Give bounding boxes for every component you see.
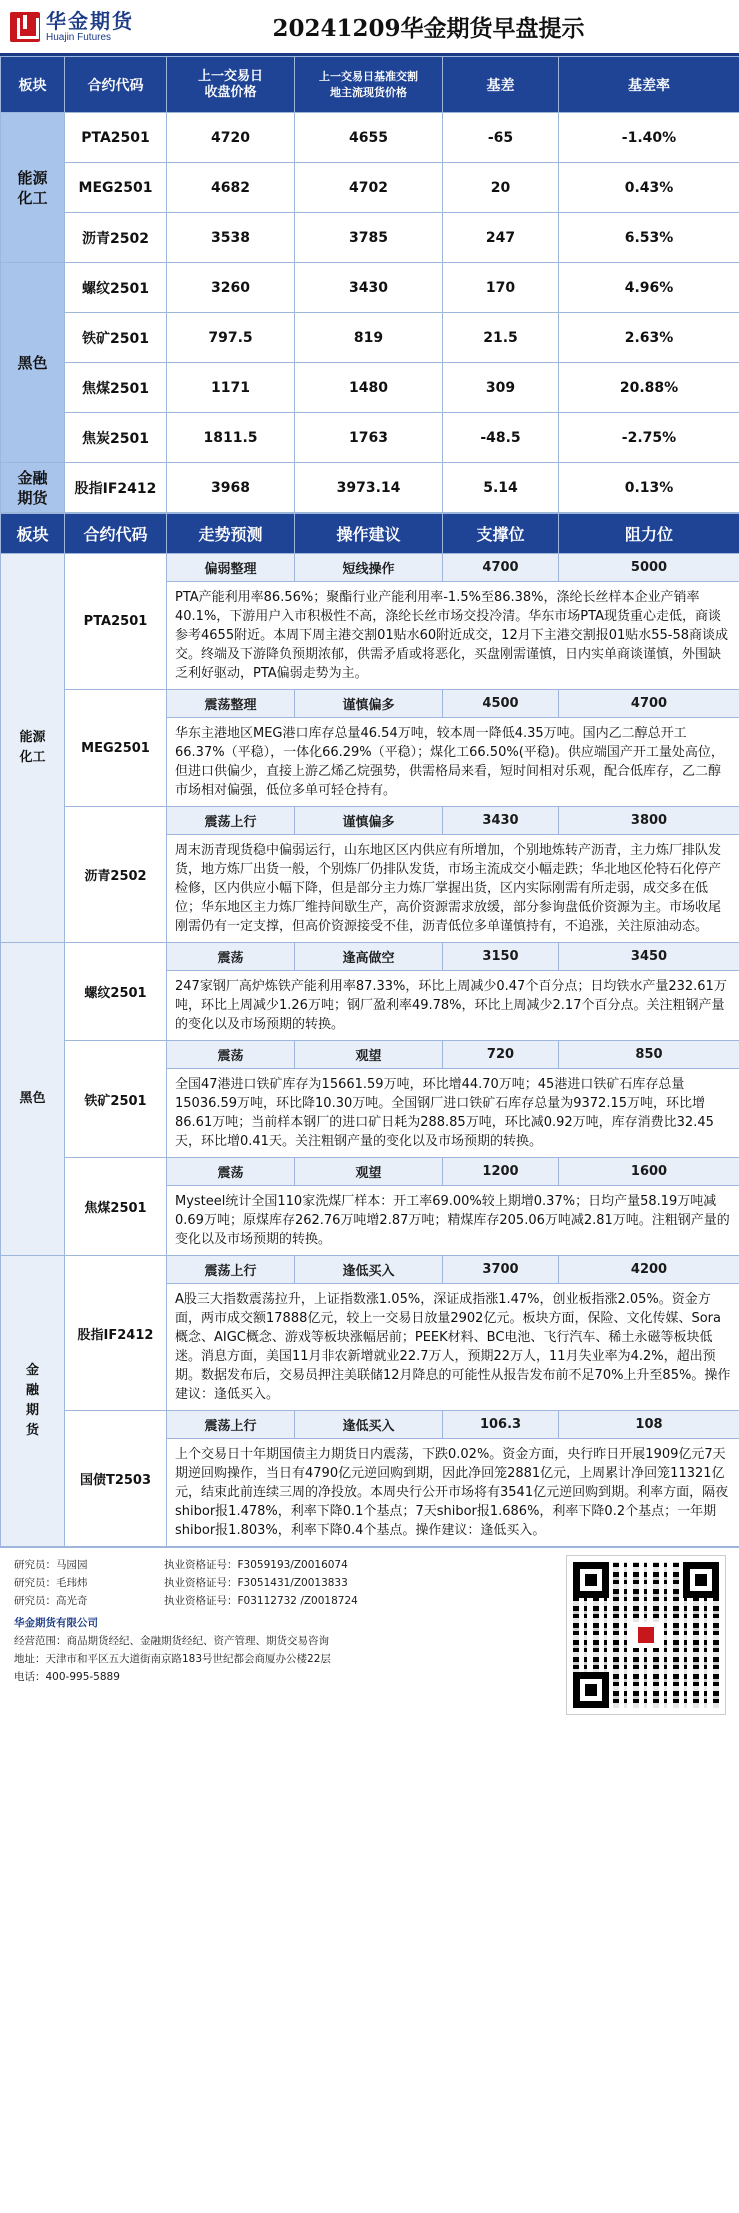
resistance-level: 5000 [559, 554, 739, 582]
close-price: 3968 [167, 463, 295, 513]
contract-code: 铁矿2501 [65, 313, 167, 363]
support-level: 4500 [443, 690, 559, 718]
trend-forecast: 震荡上行 [167, 807, 295, 835]
basis-value: 170 [443, 263, 559, 313]
analysis-text: 周末沥青现货稳中偏弱运行，山东地区区内供应有所增加，个别地炼转产沥青，主力炼厂排队发货，地方炼厂出货一般，个别炼厂仍排队发货，市场主流成交小幅走跌；华北地区伦特石化停产检修，区内供应小幅下降，但是部分主力炼厂掌握出货，区内实际刚需有所走弱，成交多在低位；华东地区主力炼厂维持间歇生产，高价资源需求放缓，部分参询盘低价资源为主。市场收尾刚需仍有一定支撑，但高价资源接受不佳，沥青低位多单谨慎持有，不追涨，关注原油动态。 [167, 835, 739, 943]
analysis-text: A股三大指数震荡拉升，上证指数涨1.05%，深证成指涨1.47%，创业板指涨2.05%。资金方面，两市成交额17888亿元，较上一交易日放量2902亿元。板块方面，保险、文化传媒、Sora概念、AIGC概念、游戏等板块涨幅居前；PEEK材料、BC电池、飞行汽车、稀土永磁等板块低迷。消息方面，美国11月非农新增就业22.7万人，预期22万人，11月失业率为4.2%，超出预期。数据发布后，交易员押注美联储12月降息的可能性从报告发布前不足70%上升至85%。操作建议：逢低买入。 [167, 1284, 739, 1411]
huajin-logo-icon [10, 12, 40, 42]
col-support: 支撑位 [443, 514, 559, 554]
basis-row [1, 263, 739, 313]
advice-summary-row [1, 807, 739, 835]
close-price: 797.5 [167, 313, 295, 363]
contract-code: 沥青2502 [65, 213, 167, 263]
spot-price: 3785 [295, 213, 443, 263]
logo-english: Huajin Futures [46, 31, 112, 43]
col-basis: 基差 [443, 57, 559, 113]
trend-forecast: 震荡上行 [167, 1256, 295, 1284]
resistance-level: 1600 [559, 1158, 739, 1186]
col-sector: 板块 [1, 57, 65, 113]
spot-price: 4655 [295, 113, 443, 163]
operation-advice: 逢低买入 [295, 1256, 443, 1284]
resistance-level: 3450 [559, 943, 739, 971]
support-level: 3700 [443, 1256, 559, 1284]
advice-summary-row [1, 1041, 739, 1069]
spot-price: 4702 [295, 163, 443, 213]
contract-code: PTA2501 [65, 554, 167, 690]
qr-code-icon [567, 1556, 725, 1714]
basis-row [1, 363, 739, 413]
sector-label: 黑色 [1, 263, 65, 463]
operation-advice: 逢高做空 [295, 943, 443, 971]
advice-table-header [1, 514, 739, 554]
analysis-text: 全国47港进口铁矿库存为15661.59万吨，环比增44.70万吨；45港进口铁矿石库存总量15036.59万吨，环比降10.30万吨。全国钢厂进口铁矿石库存总量为9372.15万吨，环比增86.61万吨；当前样本钢厂的进口矿日耗为288.85万吨，环比减0.92万吨，库存消费比32.45天，环比增0.41天。关注粗钢产量的变化以及市场预期的转换。 [167, 1069, 739, 1158]
analysis-text: 华东主港地区MEG港口库存总量46.54万吨，较本周一降低4.35万吨。国内乙二醇总开工66.37%（平稳），一体化66.29%（平稳）；煤化工66.50%(平稳)。供应端国产开工量处高位，但进口供偏少，直接上游乙烯乙烷强势，供需格局来看，短时间相对乐观，配合低库存，乙二醇市场相对偏强，低位多单可轻仓持有。 [167, 718, 739, 807]
analysis-text: PTA产能利用率86.56%；聚酯行业产能利用率-1.5%至86.38%，涤纶长丝样本企业产销率40.1%，下游用户入市积极性不高，涤纶长丝市场交投冷清。华东市场PTA现货重心走低，商谈参考4655附近。本周下周主港交割01贴水60附近成交，12月下主港交割报01贴水55-58商谈成交。终端及下游降负预期浓郁，供需矛盾或将恶化，买盘刚需谨慎，日内实单商谈谨慎，外围缺乏利好驱动，PTA偏弱走势为主。 [167, 582, 739, 690]
trend-forecast: 震荡上行 [167, 1411, 295, 1439]
analysis-text: 247家钢厂高炉炼铁产能利用率87.33%，环比上周减少0.47个百分点；日均铁水产量232.61万吨，环比上周减少1.26万吨；钢厂盈利率49.78%，环比上周减少2.17个百分点。关注粗钢产量的变化以及市场预期的转换。 [167, 971, 739, 1041]
contract-code: 螺纹2501 [65, 943, 167, 1041]
trend-forecast: 震荡 [167, 943, 295, 971]
contract-code: 铁矿2501 [65, 1041, 167, 1158]
basis-value: 20 [443, 163, 559, 213]
contract-code: 沥青2502 [65, 807, 167, 943]
spot-price: 3973.14 [295, 463, 443, 513]
basis-row [1, 163, 739, 213]
advice-table [0, 513, 739, 1547]
basis-value: 5.14 [443, 463, 559, 513]
resistance-level: 4700 [559, 690, 739, 718]
close-price: 1171 [167, 363, 295, 413]
col-trend: 走势预测 [167, 514, 295, 554]
resistance-level: 3800 [559, 807, 739, 835]
col-advice: 操作建议 [295, 514, 443, 554]
analyst-cert: 执业资格证号：F3051431/Z0013833 [164, 1577, 348, 1589]
close-price: 3260 [167, 263, 295, 313]
basis-value: 309 [443, 363, 559, 413]
sector-label: 金融 期货 [1, 463, 65, 513]
spot-price: 1480 [295, 363, 443, 413]
support-level: 1200 [443, 1158, 559, 1186]
company-phone: 电话：400-995-5889 [14, 1671, 120, 1683]
basis-rate: 20.88% [559, 363, 739, 413]
basis-row [1, 413, 739, 463]
basis-rate: 4.96% [559, 263, 739, 313]
logo-chinese: 华金期货 [46, 8, 134, 33]
analyst-cert: 执业资格证号：F3059193/Z0016074 [164, 1559, 348, 1571]
basis-row [1, 113, 739, 163]
contract-code: PTA2501 [65, 113, 167, 163]
basis-rate: 0.43% [559, 163, 739, 213]
basis-value: -48.5 [443, 413, 559, 463]
analysis-text: Mysteel统计全国110家洗煤厂样本：开工率69.00%较上期增0.37%；日均产量58.19万吨减0.69万吨；原煤库存262.76万吨增2.87万吨；精煤库存205.06万吨减2.81万吨。注粗钢产量的变化以及市场预期的转换。 [167, 1186, 739, 1256]
col-rate: 基差率 [559, 57, 739, 113]
operation-advice: 短线操作 [295, 554, 443, 582]
basis-table [0, 56, 739, 513]
analyst-cert: 执业资格证号：F03112732 /Z0018724 [164, 1595, 358, 1607]
advice-summary-row [1, 690, 739, 718]
business-scope: 经营范围：商品期货经纪、金融期货经纪、资产管理、期货交易咨询 [14, 1635, 329, 1647]
resistance-level: 4200 [559, 1256, 739, 1284]
contract-code: 股指IF2412 [65, 1256, 167, 1411]
support-level: 3430 [443, 807, 559, 835]
sector-label: 能源 化工 [1, 113, 65, 263]
analyst-name: 研究员：毛玮炜 [14, 1577, 88, 1589]
basis-value: 21.5 [443, 313, 559, 363]
basis-rate: 6.53% [559, 213, 739, 263]
advice-summary-row [1, 943, 739, 971]
contract-code: MEG2501 [65, 690, 167, 807]
col-code: 合约代码 [65, 514, 167, 554]
trend-forecast: 震荡整理 [167, 690, 295, 718]
contract-code: MEG2501 [65, 163, 167, 213]
basis-row [1, 313, 739, 363]
col-code: 合约代码 [65, 57, 167, 113]
sector-label: 能源 化工 [1, 554, 65, 943]
contract-code: 股指IF2412 [65, 463, 167, 513]
basis-rate: 0.13% [559, 463, 739, 513]
contract-code: 螺纹2501 [65, 263, 167, 313]
operation-advice: 逢低买入 [295, 1411, 443, 1439]
sector-label: 金 融 期 货 [1, 1256, 65, 1547]
support-level: 106.3 [443, 1411, 559, 1439]
basis-table-header [1, 57, 739, 113]
resistance-level: 108 [559, 1411, 739, 1439]
support-level: 4700 [443, 554, 559, 582]
contract-code: 国债T2503 [65, 1411, 167, 1547]
col-close: 上一交易日 收盘价格 [167, 57, 295, 113]
page-title: 20241209华金期货早盘提示 [272, 15, 585, 42]
logo [0, 0, 168, 55]
trend-forecast: 震荡 [167, 1041, 295, 1069]
sector-label: 黑色 [1, 943, 65, 1256]
contract-code: 焦煤2501 [65, 1158, 167, 1256]
basis-value: 247 [443, 213, 559, 263]
operation-advice: 观望 [295, 1041, 443, 1069]
col-resistance: 阻力位 [559, 514, 739, 554]
contract-code: 焦煤2501 [65, 363, 167, 413]
support-level: 720 [443, 1041, 559, 1069]
close-price: 1811.5 [167, 413, 295, 463]
analyst-name: 研究员：高光奇 [14, 1595, 88, 1607]
basis-row [1, 463, 739, 513]
col-spot: 上一交易日基准交割 地主流现货价格 [295, 57, 443, 113]
trend-forecast: 偏弱整理 [167, 554, 295, 582]
company-address: 地址：天津市和平区五大道街南京路183号世纪都会商厦办公楼22层 [14, 1653, 331, 1665]
advice-summary-row [1, 1411, 739, 1439]
advice-summary-row [1, 1158, 739, 1186]
advice-summary-row [1, 554, 739, 582]
spot-price: 1763 [295, 413, 443, 463]
basis-rate: -1.40% [559, 113, 739, 163]
operation-advice: 观望 [295, 1158, 443, 1186]
basis-value: -65 [443, 113, 559, 163]
spot-price: 3430 [295, 263, 443, 313]
spot-price: 819 [295, 313, 443, 363]
operation-advice: 谨慎偏多 [295, 807, 443, 835]
basis-rate: -2.75% [559, 413, 739, 463]
close-price: 3538 [167, 213, 295, 263]
support-level: 3150 [443, 943, 559, 971]
close-price: 4682 [167, 163, 295, 213]
advice-summary-row [1, 1256, 739, 1284]
operation-advice: 谨慎偏多 [295, 690, 443, 718]
footer [0, 1547, 739, 1721]
resistance-level: 850 [559, 1041, 739, 1069]
close-price: 4720 [167, 113, 295, 163]
company-name: 华金期货有限公司 [14, 1617, 98, 1629]
contract-code: 焦炭2501 [65, 413, 167, 463]
analyst-name: 研究员：马园园 [14, 1559, 88, 1571]
basis-rate: 2.63% [559, 313, 739, 363]
basis-row [1, 213, 739, 263]
header [0, 0, 739, 56]
analysis-text: 上个交易日十年期国债主力期货日内震荡，下跌0.02%。资金方面，央行昨日开展1909亿元7天期逆回购操作，当日有4790亿元逆回购到期，因此净回笼2881亿元，上周累计净回笼11321亿元，结束此前连续三周的净投放。本周央行公开市场将有3541亿元逆回购到期。利率方面，隔夜shibor报1.478%，利率下降0.1个基点；7天shibor报1.686%，利率下降0.2个基点；一年期shibor报1.803%，利率下降0.4个基点。操作建议：逢低买入。 [167, 1439, 739, 1547]
trend-forecast: 震荡 [167, 1158, 295, 1186]
col-sector: 板块 [1, 514, 65, 554]
